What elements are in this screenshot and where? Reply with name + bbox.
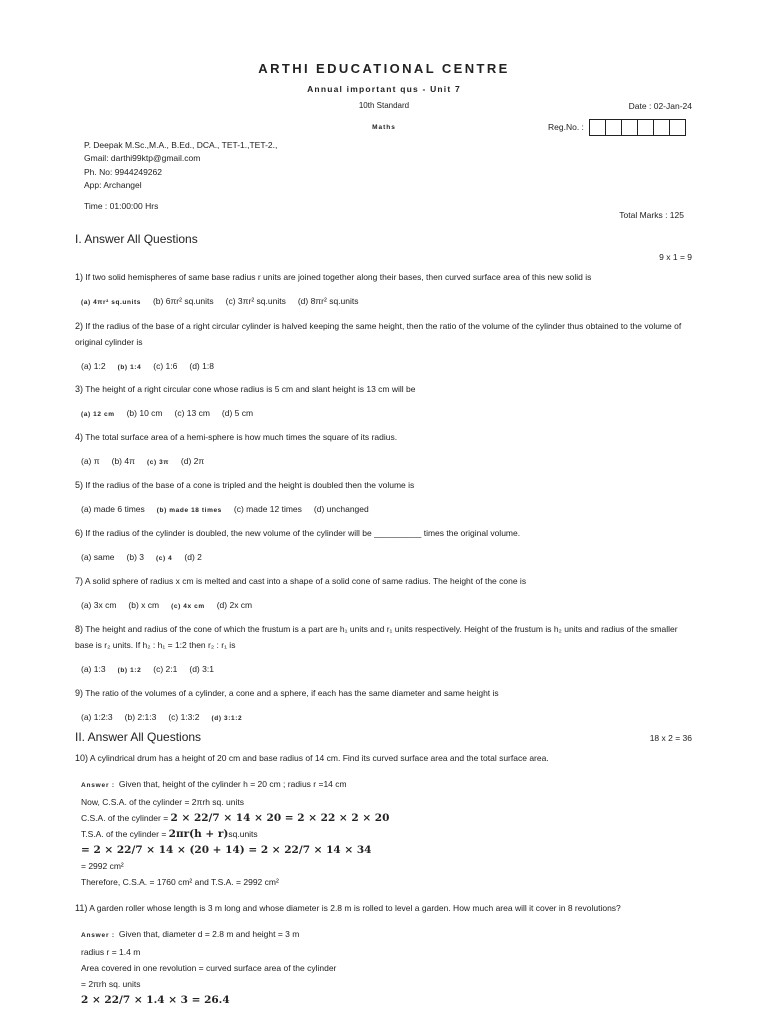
correct-option: (b) made 18 times [156, 507, 222, 514]
correct-option: (d) 3:1:2 [211, 715, 243, 722]
correct-option: (c) 4 [156, 555, 173, 562]
correct-option: (c) 4x cm [171, 603, 205, 610]
options-6: (a) same (b) 3 (c) 4 (d) 2 [81, 552, 202, 562]
options-7: (a) 3x cm (b) x cm (c) 4x cm (d) 2x cm [81, 600, 253, 610]
options-1: (a) 4πr² sq.units (b) 6πr² sq.units (c) 3πr² sq.units (d) 8πr² sq.units [81, 296, 359, 306]
reg-box[interactable] [621, 119, 638, 136]
question-3: 3) The height of a right circular cone whose radius is 5 cm and slant height is 13 cm will be [75, 384, 416, 394]
correct-option: (a) 4πr² sq.units [81, 299, 141, 306]
exam-time: Time : 01:00:00 Hrs [84, 201, 159, 211]
question-6: 6) If the radius of the cylinder is doubled, the new volume of the cylinder will be __________ times the original volume. [75, 528, 521, 538]
options-5: (a) made 6 times (b) made 18 times (c) made 12 times (d) unchanged [81, 504, 369, 514]
question-11: 11) A garden roller whose length is 3 m long and whose diameter is 2.8 m is rolled to level a garden. How much area will it cover in 8 revolutions? [75, 903, 621, 913]
section1-marks: 9 x 1 = 9 [659, 252, 692, 262]
reg-no-label: Reg.No. : [548, 122, 584, 132]
correct-option: (a) 12 cm [81, 411, 115, 418]
subject-label: Maths [372, 124, 396, 131]
options-2: (a) 1:2 (b) 1:4 (c) 1:6 (d) 1:8 [81, 361, 214, 371]
author-name: P. Deepak M.Sc.,M.A., B.Ed., DCA., TET-1.,TET-2., [84, 140, 278, 150]
options-9: (a) 1:2:3 (b) 2:1:3 (c) 1:3:2 (d) 3:1:2 [81, 712, 243, 722]
question-7: 7) A solid sphere of radius x cm is melted and cast into a shape of a solid cone of same radius. The height of the cone is [75, 576, 527, 586]
question-5: 5) If the radius of the base of a cone is tripled and the height is doubled then the volume is [75, 480, 415, 490]
total-marks: Total Marks : 125 [619, 210, 684, 220]
centre-title: ARTHI EDUCATIONAL CENTRE [258, 61, 510, 76]
author-phone: Ph. No: 9944249262 [84, 167, 162, 177]
question-10: 10) A cylindrical drum has a height of 20 cm and base radius of 14 cm. Find its curved surface area and the total surface area. [75, 753, 549, 763]
correct-option: (c) 3π [146, 459, 169, 466]
author-gmail: Gmail: darthi99ktp@gmail.com [84, 153, 201, 163]
question-9: 9) The ratio of the volumes of a cylinder, a cone and a sphere, if each has the same diameter and same height is [75, 688, 499, 698]
author-app: App: Archangel [84, 180, 142, 190]
reg-no-boxes[interactable] [590, 119, 686, 136]
standard-label: 10th Standard [358, 101, 410, 110]
section1-title: I. Answer All Questions [75, 232, 198, 246]
paper-subtitle: Annual important qus - Unit 7 [307, 84, 461, 94]
section2-title: II. Answer All Questions [75, 730, 202, 744]
question-8: 8) The height and radius of the cone of which the frustum is a part are h₁ units and r₁ units respectively. Height of the frustum is h₂ units and radius of the smaller base is r₂ units. If h₂ : h₁ = 1:2 then r₂ : r₁ is [75, 624, 678, 650]
options-4: (a) π (b) 4π (c) 3π (d) 2π [81, 456, 205, 466]
answer-11: Answer : Given that, diameter d = 2.8 m and height = 3 m radius r = 1.4 m Area covered in one revolution = curved surface area of the cylinder = 2πrh sq. units 2 × 22/7 × 1.4 × 3 = 26.4 [81, 929, 337, 1006]
question-2: 2) If the radius of the base of a right circular cylinder is halved keeping the same height, then the ratio of the volume of the cylinder thus obtained to the volume of original cylinder is [75, 321, 682, 347]
reg-box[interactable] [653, 119, 670, 136]
reg-box[interactable] [637, 119, 654, 136]
reg-box[interactable] [605, 119, 622, 136]
reg-box[interactable] [669, 119, 686, 136]
answer-10: Answer : Given that, height of the cylinder h = 20 cm ; radius r =14 cm Now, C.S.A. of the cylinder = 2πrh sq. units C.S.A. of the cylinder = 2 × 22/7 × 14 × 20 = 2 × 22 × 2 × 20 T.S.A. of the cylinder = 2πr(h + r)sq.units = 2 × 22/7 × 14 × (20 + 14) = 2 × 22/7 × 14 × 34 = 2992 cm² Therefore, C.S.A. = 1760 cm² and T.S.A. = 2992 cm² [81, 779, 390, 887]
question-4: 4) The total surface area of a hemi-sphere is how much times the square of its radius. [75, 432, 398, 442]
section2-marks: 18 x 2 = 36 [649, 733, 692, 743]
correct-option: (b) 1:2 [117, 667, 142, 674]
options-8: (a) 1:3 (b) 1:2 (c) 2:1 (d) 3:1 [81, 664, 214, 674]
exam-date: Date : 02-Jan-24 [628, 101, 692, 111]
options-3: (a) 12 cm (b) 10 cm (c) 13 cm (d) 5 cm [81, 408, 254, 418]
reg-box[interactable] [589, 119, 606, 136]
correct-option: (b) 1:4 [117, 364, 142, 371]
question-1: 1) If two solid hemispheres of same base radius r units are joined together along their bases, then curved surface area of this new solid is [75, 272, 592, 282]
